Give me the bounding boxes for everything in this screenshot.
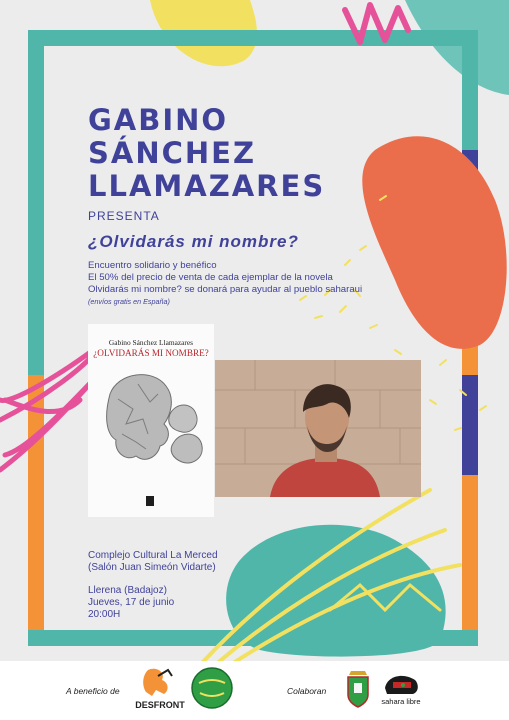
event-date: Jueves, 17 de junio xyxy=(88,597,175,608)
book-cover xyxy=(88,324,214,517)
sahara-libre-logo xyxy=(381,670,421,710)
solidarity-group-logo xyxy=(191,667,233,709)
event-datetime xyxy=(88,585,174,621)
event-description xyxy=(88,260,362,308)
event-time: 20:00H xyxy=(88,609,121,620)
author-line: SÁNCHEZ xyxy=(88,136,256,170)
author-line: GABINO xyxy=(88,103,229,137)
benefit-label: A beneficio de xyxy=(66,686,120,696)
cover-author: Gabino Sánchez Llamazares xyxy=(108,338,194,347)
event-place: Llerena (Badajoz) xyxy=(88,585,167,596)
municipal-crest-icon xyxy=(345,669,371,709)
venue-line: (Salón Juan Simeón Vidarte) xyxy=(88,562,216,573)
book-title: ¿Olvidarás mi nombre? xyxy=(88,232,299,251)
presenta-label: PRESENTA xyxy=(88,209,160,223)
author-photo xyxy=(215,360,421,497)
desfront-logo xyxy=(134,666,186,710)
crumpled-paper-illustration xyxy=(88,324,214,517)
author-name xyxy=(88,104,325,203)
collaborators-label: Colaboran xyxy=(287,686,327,696)
description-line: Olvidarás mi nombre? se donará para ayudar al pueblo saharaui xyxy=(88,284,363,295)
cover-title: ¿OLVIDARÁS MI NOMBRE? xyxy=(93,348,209,358)
venue-line: Complejo Cultural La Merced xyxy=(88,550,218,561)
description-line: El 50% del precio de venta de cada ejemplar de la novela xyxy=(88,272,333,283)
desfront-wordmark: DESFRONT xyxy=(135,700,185,710)
shipping-note: (envíos gratis en España) xyxy=(88,297,170,306)
description-line: Encuentro solidario y benéfico xyxy=(88,260,217,271)
sahara-libre-wordmark: sahara libre xyxy=(381,697,421,706)
author-line: LLAMAZARES xyxy=(88,169,326,203)
venue-info xyxy=(88,550,218,574)
